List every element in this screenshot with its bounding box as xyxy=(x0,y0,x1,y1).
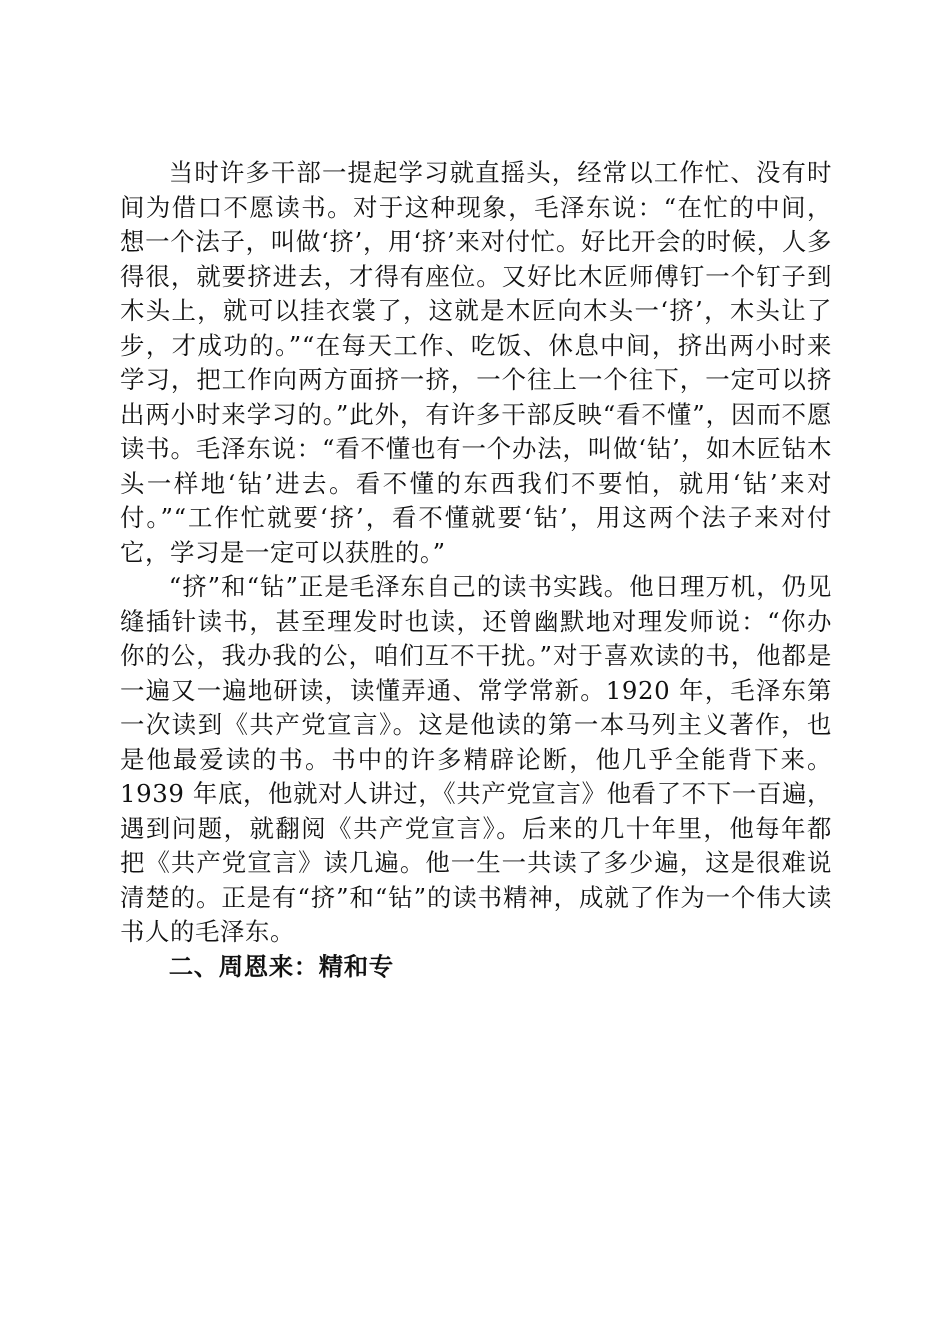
document-body xyxy=(120,156,832,984)
paragraph-mao-practice: “挤”和“钻”正是毛泽东自己的读书实践。他日理万机，仍见缝插针读书，甚至理发时也读，还曾幽默地对理发师说：“你办你的公，我办我的公，咱们互不干扰。”对于喜欢读的书，他都是一遍又一遍地研读，读懂弄通、常学常新。1920 年，毛泽东第一次读到《共产党宣言》。这是他读的第一本马列主义著作，也是他最爱读的书。书中的许多精辟论断，他几乎全能背下来。1939 年底，他就对人讲过，《共产党宣言》他看了不下一百遍，遇到问题，就翻阅《共产党宣言》。后来的几十年里，他每年都把《共产党宣言》读几遍。他一生一共读了多少遍，这是很难说清楚的。正是有“挤”和“钻”的读书精神，成就了作为一个伟大读书人的毛泽东。 xyxy=(120,572,832,946)
section-heading-zhou-enlai: 二、周恩来：精和专 xyxy=(168,951,394,981)
paragraph-mao-squeeze: 当时许多干部一提起学习就直摇头，经常以工作忙、没有时间为借口不愿读书。对于这种现象，毛泽东说：“在忙的中间，想一个法子，叫做‘挤’，用‘挤’来对付忙。好比开会的时候，人多得很，就要挤进去，才得有座位。又好比木匠师傅钉一个钉子到木头上，就可以挂衣裳了，这就是木匠向木头一‘挤’，木头让了步，才成功的。”“在每天工作、吃饭、休息中间，挤出两小时来学习，把工作向两方面挤一挤，一个往上一个往下，一定可以挤出两小时来学习的。”此外，有许多干部反映“看不懂”，因而不愿读书。毛泽东说：“看不懂也有一个办法，叫做‘钻’，如木匠钻木头一样地‘钻’进去。看不懂的东西我们不要怕，就用‘钻’来对付。”“工作忙就要‘挤’，看不懂就要‘钻’，用这两个法子来对付它，学习是一定可以获胜的。” xyxy=(120,158,832,567)
